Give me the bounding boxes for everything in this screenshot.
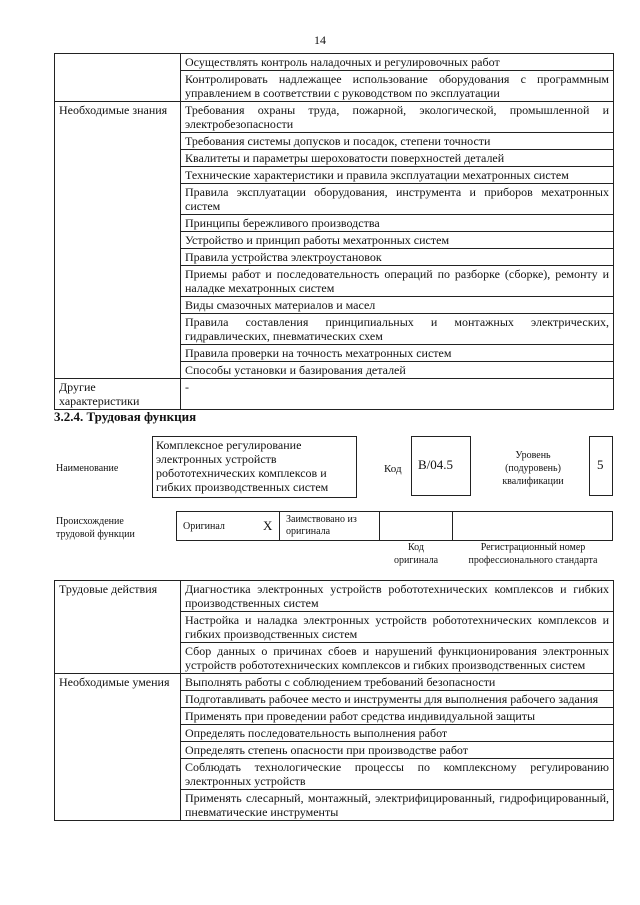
function-name-box	[152, 436, 357, 498]
row-label: Необходимые умения	[55, 674, 181, 821]
row-label: Необходимые знания	[55, 102, 181, 379]
code-original-box	[379, 511, 453, 541]
row-item: Выполнять работы с соблюдением требований безопасности	[181, 674, 614, 691]
function-code: B/04.5	[418, 457, 454, 472]
page-number: 14	[314, 33, 326, 47]
section-title: 3.2.4. Трудовая функция	[54, 409, 197, 424]
row-item: Требования системы допусков и посадок, степени точности	[181, 133, 614, 150]
row-item: Диагностика электронных устройств робототехнических комплексов и гибких производственных систем	[181, 581, 614, 612]
row-item: Определять степень опасности при производстве работ	[181, 742, 614, 759]
requirements-table-bottom	[54, 580, 614, 821]
row-item: Правила устройства электроустановок	[181, 249, 614, 266]
row-item: Принципы бережливого производства	[181, 215, 614, 232]
row-item: Настройка и наладка электронных устройств робототехнических комплексов и гибких производственных систем	[181, 612, 614, 643]
row-item: Осуществлять контроль наладочных и регулировочных работ	[181, 54, 614, 71]
row-item: Технические характеристики и правила эксплуатации мехатронных систем	[181, 167, 614, 184]
row-item: Сбор данных о причинах сбоев и нарушений функционирования электронных устройств робототехнических комплексов и гибких производственных систем	[181, 643, 614, 674]
original-label: Оригинал	[183, 521, 225, 532]
row-item: Подготавливать рабочее место и инструменты для выполнения рабочего задания	[181, 691, 614, 708]
original-mark: X	[263, 518, 273, 533]
row-item: Соблюдать технологические процессы по комплексному регулированию электронных устройств	[181, 759, 614, 790]
code-original-caption: Код оригинала	[393, 542, 439, 566]
row-label: Трудовые действия	[55, 581, 181, 674]
row-item: Правила эксплуатации оборудования, инструмента и приборов мехатронных систем	[181, 184, 614, 215]
table-row	[55, 379, 614, 410]
row-item: Контролировать надлежащее использование оборудования с программным управлением в соответствии с руководством по эксплуатации	[181, 71, 614, 102]
table-row	[55, 102, 614, 133]
row-label: Другие характеристики	[55, 379, 181, 410]
original-box	[176, 511, 280, 541]
row-item: Определять последовательность выполнения работ	[181, 725, 614, 742]
row-item: -	[181, 379, 614, 410]
requirements-table-top	[54, 53, 614, 410]
reg-number-caption: Регистрационный номер профессионального стандарта	[468, 542, 598, 566]
row-item: Приемы работ и последовательность операций по разборке (сборке), ремонту и наладке мехатронных систем	[181, 266, 614, 297]
code-label: Код	[384, 463, 402, 475]
row-item: Устройство и принцип работы мехатронных систем	[181, 232, 614, 249]
level-box	[589, 436, 613, 496]
origin-label: Происхождение трудовой функции	[56, 516, 135, 540]
level-value: 5	[597, 457, 604, 472]
reg-number-box	[452, 511, 613, 541]
table-row	[55, 674, 614, 691]
name-label: Наименование	[56, 463, 119, 474]
borrowed-label: Заимствовано из оригинала	[286, 514, 357, 537]
row-item: Правила проверки на точность мехатронных систем	[181, 345, 614, 362]
table-row	[55, 54, 614, 71]
row-item: Требования охраны труда, пожарной, экологической, промышленной и электробезопасности	[181, 102, 614, 133]
level-label: Уровень (подуровень) квалификации	[502, 450, 564, 487]
function-code-box	[411, 436, 471, 496]
row-label	[55, 54, 181, 102]
row-item: Квалитеты и параметры шероховатости поверхностей деталей	[181, 150, 614, 167]
function-name: Комплексное регулирование электронных устройств робототехнических комплексов и гибких производственных систем	[156, 438, 329, 494]
row-item: Применять слесарный, монтажный, электрифицированный, гидрофицированный, пневматические инструменты	[181, 790, 614, 821]
row-item: Способы установки и базирования деталей	[181, 362, 614, 379]
row-item: Применять при проведении работ средства индивидуальной защиты	[181, 708, 614, 725]
row-item: Правила составления принципиальных и монтажных электрических, гидравлических, пневматических схем	[181, 314, 614, 345]
row-item: Виды смазочных материалов и масел	[181, 297, 614, 314]
table-row	[55, 581, 614, 612]
borrowed-box	[279, 511, 380, 541]
